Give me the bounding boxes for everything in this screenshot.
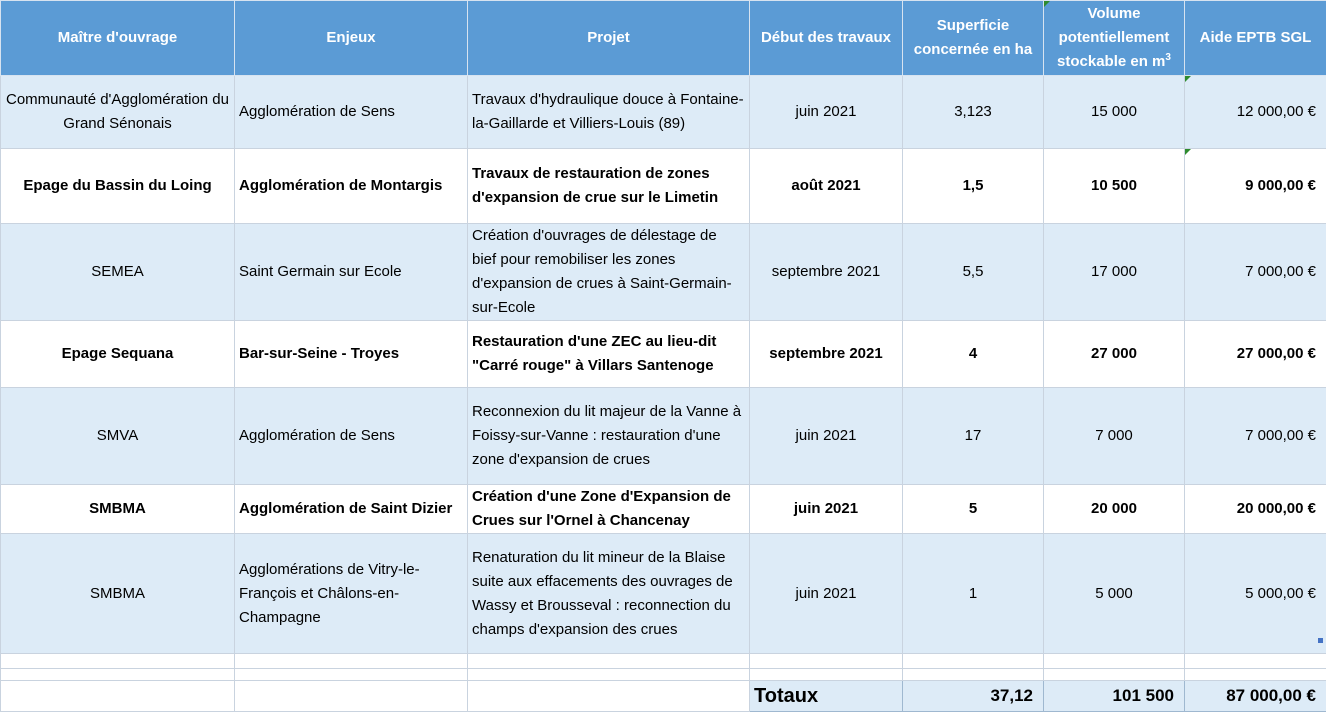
cell-aide[interactable]: 9 000,00 € bbox=[1185, 149, 1326, 224]
cell-debut[interactable]: juin 2021 bbox=[750, 388, 903, 485]
header-volume-text: Volume potentiellement stockable en m bbox=[1057, 5, 1169, 70]
table-row bbox=[1, 76, 1326, 149]
cell-aide[interactable]: 7 000,00 € bbox=[1185, 388, 1326, 485]
cell-aide[interactable]: 7 000,00 € bbox=[1185, 224, 1326, 321]
table-row bbox=[1, 388, 1326, 485]
empty-cell[interactable] bbox=[468, 681, 750, 712]
cell-aide[interactable]: 5 000,00 € bbox=[1185, 534, 1326, 654]
cell-debut[interactable]: septembre 2021 bbox=[750, 224, 903, 321]
cell-superficie[interactable]: 1,5 bbox=[903, 149, 1044, 224]
table-row bbox=[1, 485, 1326, 534]
cell-projet[interactable]: Renaturation du lit mineur de la Blaise suite aux effacements des ouvrages de Wassy et Brousseval : reconnection du champs d'expansion des crues bbox=[468, 534, 750, 654]
empty-cell[interactable] bbox=[903, 669, 1044, 681]
cell-maitre[interactable]: SMBMA bbox=[1, 485, 235, 534]
header-debut[interactable]: Début des travaux bbox=[750, 1, 903, 76]
cell-volume[interactable]: 27 000 bbox=[1044, 321, 1185, 388]
cell-aide[interactable]: 20 000,00 € bbox=[1185, 485, 1326, 534]
empty-row bbox=[1, 654, 1326, 669]
cell-superficie[interactable]: 5 bbox=[903, 485, 1044, 534]
cell-aide[interactable]: 12 000,00 € bbox=[1185, 76, 1326, 149]
empty-cell[interactable] bbox=[1044, 669, 1185, 681]
cell-maitre[interactable]: Epage du Bassin du Loing bbox=[1, 149, 235, 224]
selection-fill-handle[interactable] bbox=[1318, 638, 1323, 643]
header-enjeux[interactable]: Enjeux bbox=[235, 1, 468, 76]
empty-row bbox=[1, 669, 1326, 681]
cell-volume[interactable]: 7 000 bbox=[1044, 388, 1185, 485]
cell-maitre[interactable]: SMVA bbox=[1, 388, 235, 485]
cell-projet[interactable]: Travaux d'hydraulique douce à Fontaine-la-Gaillarde et Villiers-Louis (89) bbox=[468, 76, 750, 149]
empty-cell[interactable] bbox=[1185, 669, 1326, 681]
cell-volume[interactable]: 5 000 bbox=[1044, 534, 1185, 654]
cell-maitre[interactable]: Epage Sequana bbox=[1, 321, 235, 388]
empty-cell[interactable] bbox=[750, 654, 903, 669]
cell-enjeux[interactable]: Agglomération de Saint Dizier bbox=[235, 485, 468, 534]
header-maitre[interactable]: Maître d'ouvrage bbox=[1, 1, 235, 76]
cell-aide[interactable]: 27 000,00 € bbox=[1185, 321, 1326, 388]
cell-volume[interactable]: 10 500 bbox=[1044, 149, 1185, 224]
cell-debut[interactable]: juin 2021 bbox=[750, 485, 903, 534]
cell-superficie[interactable]: 1 bbox=[903, 534, 1044, 654]
cell-debut[interactable]: août 2021 bbox=[750, 149, 903, 224]
empty-cell[interactable] bbox=[1, 669, 235, 681]
header-volume-sup: 3 bbox=[1165, 52, 1171, 63]
header-volume[interactable] bbox=[1044, 1, 1185, 76]
header-aide[interactable]: Aide EPTB SGL bbox=[1185, 1, 1326, 76]
cell-projet[interactable]: Création d'ouvrages de délestage de bief pour remobiliser les zones d'expansion de crues à Saint-Germain-sur-Ecole bbox=[468, 224, 750, 321]
cell-maitre[interactable]: Communauté d'Agglomération du Grand Sénonais bbox=[1, 76, 235, 149]
cell-projet[interactable]: Création d'une Zone d'Expansion de Crues sur l'Ornel à Chancenay bbox=[468, 485, 750, 534]
cell-volume[interactable]: 20 000 bbox=[1044, 485, 1185, 534]
cell-debut[interactable]: juin 2021 bbox=[750, 534, 903, 654]
header-superficie[interactable]: Superficie concernée en ha bbox=[903, 1, 1044, 76]
cell-enjeux[interactable]: Saint Germain sur Ecole bbox=[235, 224, 468, 321]
cell-enjeux[interactable]: Agglomération de Sens bbox=[235, 76, 468, 149]
empty-cell[interactable] bbox=[235, 654, 468, 669]
cell-superficie[interactable]: 3,123 bbox=[903, 76, 1044, 149]
total-superficie[interactable]: 37,12 bbox=[903, 681, 1044, 712]
cell-enjeux[interactable]: Agglomération de Sens bbox=[235, 388, 468, 485]
table-row bbox=[1, 534, 1326, 654]
cell-maitre[interactable]: SMBMA bbox=[1, 534, 235, 654]
cell-debut[interactable]: septembre 2021 bbox=[750, 321, 903, 388]
cell-debut[interactable]: juin 2021 bbox=[750, 76, 903, 149]
cell-projet[interactable]: Restauration d'une ZEC au lieu-dit "Carré rouge" à Villars Santenoge bbox=[468, 321, 750, 388]
empty-cell[interactable] bbox=[903, 654, 1044, 669]
cell-enjeux[interactable]: Agglomérations de Vitry-le-François et Châlons-en-Champagne bbox=[235, 534, 468, 654]
header-projet[interactable]: Projet bbox=[468, 1, 750, 76]
cell-maitre[interactable]: SEMEA bbox=[1, 224, 235, 321]
empty-cell[interactable] bbox=[750, 669, 903, 681]
empty-cell[interactable] bbox=[1, 654, 235, 669]
table-row bbox=[1, 321, 1326, 388]
cell-projet[interactable]: Travaux de restauration de zones d'expansion de crue sur le Limetin bbox=[468, 149, 750, 224]
total-volume[interactable]: 101 500 bbox=[1044, 681, 1185, 712]
empty-cell[interactable] bbox=[235, 681, 468, 712]
table-row bbox=[1, 224, 1326, 321]
empty-cell[interactable] bbox=[1044, 654, 1185, 669]
cell-volume[interactable]: 15 000 bbox=[1044, 76, 1185, 149]
total-aide[interactable]: 87 000,00 € bbox=[1185, 681, 1326, 712]
empty-cell[interactable] bbox=[468, 654, 750, 669]
cell-enjeux[interactable]: Bar-sur-Seine - Troyes bbox=[235, 321, 468, 388]
table-row bbox=[1, 149, 1326, 224]
cell-superficie[interactable]: 5,5 bbox=[903, 224, 1044, 321]
totals-label[interactable]: Totaux bbox=[750, 681, 903, 712]
cell-superficie[interactable]: 17 bbox=[903, 388, 1044, 485]
empty-cell[interactable] bbox=[1185, 654, 1326, 669]
header-row bbox=[1, 1, 1326, 76]
empty-cell[interactable] bbox=[235, 669, 468, 681]
cell-enjeux[interactable]: Agglomération de Montargis bbox=[235, 149, 468, 224]
empty-cell[interactable] bbox=[1, 681, 235, 712]
cell-superficie[interactable]: 4 bbox=[903, 321, 1044, 388]
cell-volume[interactable]: 17 000 bbox=[1044, 224, 1185, 321]
totals-row bbox=[1, 681, 1326, 712]
empty-cell[interactable] bbox=[468, 669, 750, 681]
cell-projet[interactable]: Reconnexion du lit majeur de la Vanne à Foissy-sur-Vanne : restauration d'une zone d'expansion de crues bbox=[468, 388, 750, 485]
